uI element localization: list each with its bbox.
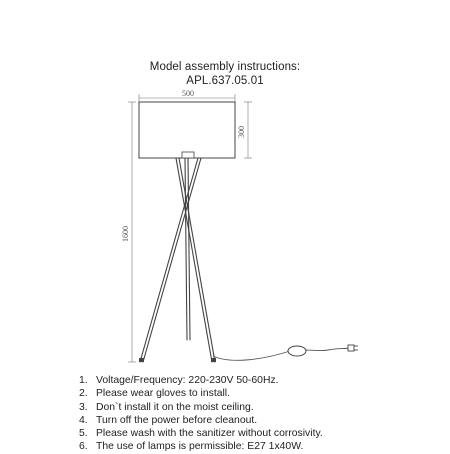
instruction-item: 5. Please wash with the sanitizer without corrosivity. <box>79 428 323 440</box>
foot-switch <box>288 346 306 356</box>
total-height-label: 1600 <box>121 226 130 242</box>
leg-feet <box>139 358 216 362</box>
lamp-shade <box>139 102 235 158</box>
power-plug <box>348 345 358 351</box>
instruction-item: 1. Voltage/Frequency: 220-230V 50-60Hz. <box>79 375 279 386</box>
shade-height-label: 300 <box>237 126 246 138</box>
power-cable <box>213 348 350 360</box>
model-number: APL.637.05.01 <box>186 75 264 87</box>
shade-width-label: 500 <box>182 89 194 98</box>
title-line-1: Model assembly instructions: <box>149 61 301 73</box>
instructions-list <box>79 374 323 454</box>
instruction-item: 4. Turn off the power before cleanout. <box>79 414 258 426</box>
tripod-legs <box>140 158 215 362</box>
instruction-item: 6. The use of lamps is permissible: E27 1x40W. <box>79 441 304 453</box>
leg-joint <box>182 152 194 158</box>
instruction-item: 2. Please wear gloves to install. <box>79 388 230 400</box>
instruction-item: 3. Don`t install it on the moist ceiling. <box>79 401 254 413</box>
